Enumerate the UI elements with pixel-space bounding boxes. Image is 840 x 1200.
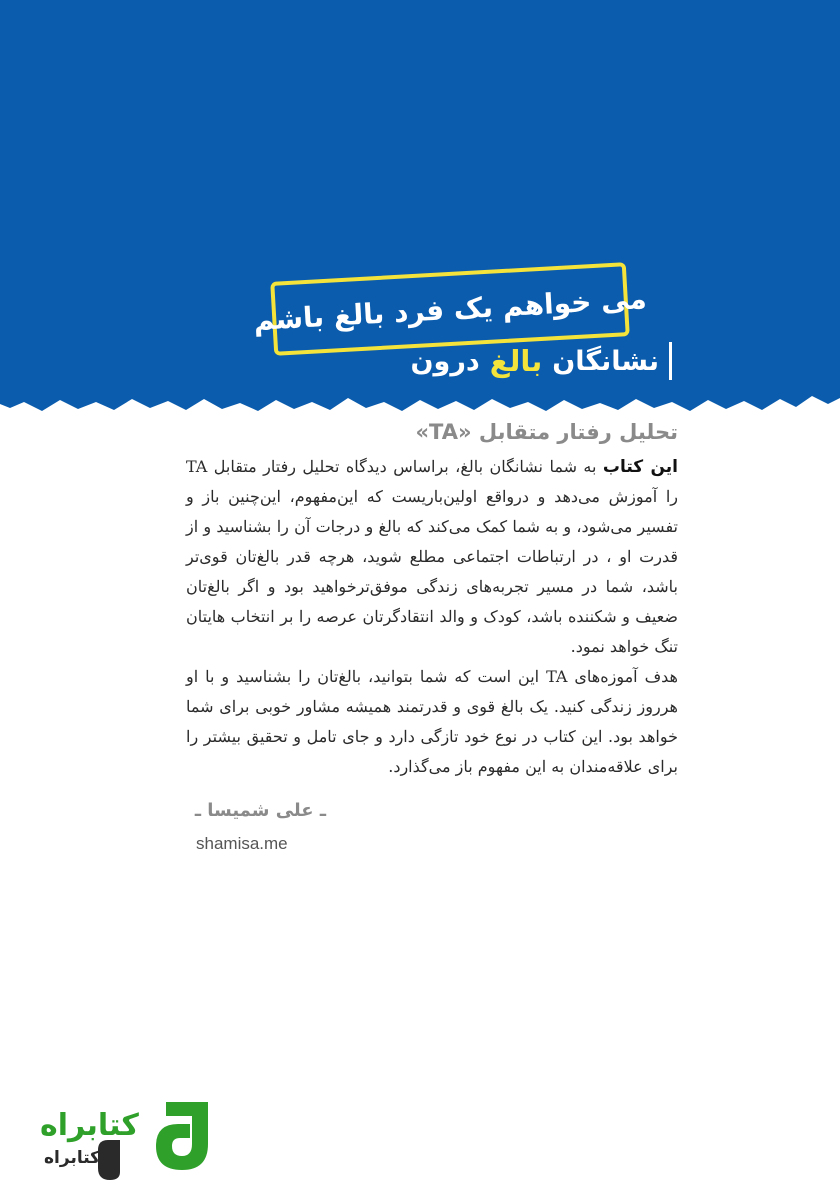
paragraph-1-text: به شما نشانگان بالغ، براساس دیدگاه تحلیل رفتار متقابل TA را آموزش می‌دهد و درواقع اولین‌باریست که این‌مفهوم، این‌چنین باز و تفسیر می‌شود، و به شما کمک می‌کند که بالغ و درجات آن را بشناسید و از قدرت او ، در ارتباطات اجتماعی مطلع شوید، هرچه قدر بالغ‌تان قوی‌تر باشد، شما در مسیر تجربه‌های زندگی موفق‌ترخواهید بود و اگر بالغ‌تان ضعیف و شکننده باشد، کودک و والد انتقادگرتان عرصه را بر انتخاب هایتان تنگ خواهد نمود. bbox=[186, 457, 678, 656]
subtitle-divider bbox=[669, 342, 672, 380]
section-heading: تحلیل رفتار متقابل «TA» bbox=[415, 420, 678, 444]
book-subtitle bbox=[411, 338, 673, 384]
description-paragraph-2: هدف آموزه‌های TA این است که شما بتوانید، بالغ‌تان را بشناسید و با او هرروز زندگی کنید. یک بالغ قوی و قدرتمند همیشه مشاور خوبی برای شما خواهد بود. این کتاب در نوع خود تازگی دارد و جای تامل و تحقیق بیشتر را برای علاقه‌مندان به این مفهوم باز می‌گذارد. bbox=[186, 667, 678, 776]
description-section bbox=[186, 420, 678, 782]
logo-text-sub: کتابراه bbox=[44, 1148, 101, 1168]
logo-text-main: کتابراه bbox=[40, 1108, 139, 1143]
website-link: shamisa.me bbox=[196, 834, 288, 853]
subtitle-prefix: نشانگان bbox=[552, 345, 659, 377]
description-paragraph-1 bbox=[186, 452, 678, 662]
subtitle-highlight: بالغ bbox=[489, 344, 543, 378]
subtitle-rest: درون bbox=[410, 345, 480, 377]
lead-phrase: این کتاب bbox=[602, 457, 678, 477]
author-name: ـ علی شمیسا ـ bbox=[194, 800, 326, 821]
publisher-logo bbox=[40, 1094, 220, 1180]
book-title: می خواهم یک فرد بالغ باشم bbox=[252, 281, 648, 337]
